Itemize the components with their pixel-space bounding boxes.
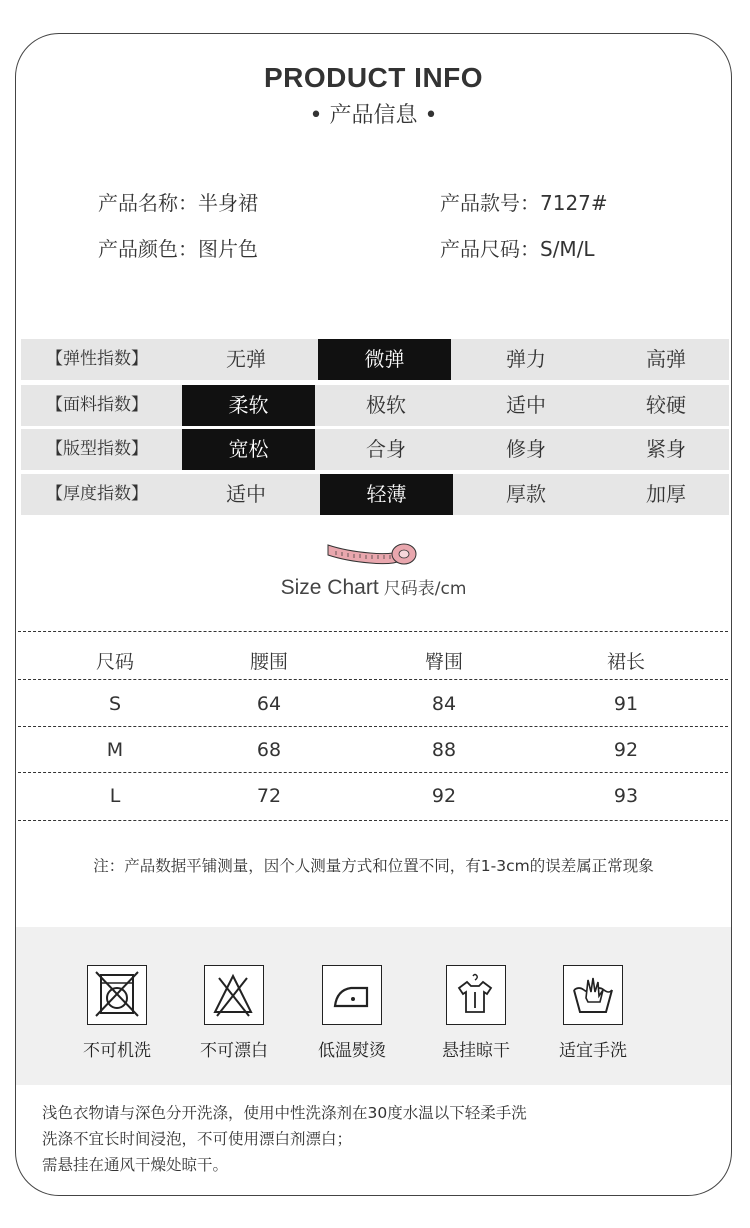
index-option: 适中: [506, 393, 546, 417]
measurement-note: 注：产品数据平铺测量，因个人测量方式和位置不同，有1-3cm的误差属正常现象: [93, 857, 654, 875]
table-divider: [18, 631, 728, 632]
care-label: 低温熨烫: [318, 1041, 386, 1061]
care-label: 悬挂晾干: [442, 1041, 510, 1061]
index-option: 无弹: [226, 347, 266, 371]
header-length: 裙长: [606, 651, 645, 673]
care-label: 不可漂白: [200, 1041, 268, 1061]
fabric-index-row: [21, 385, 729, 426]
cell-size: S: [108, 693, 122, 715]
index-label: 【弹性指数】: [46, 349, 148, 369]
hang-dry-icon: [446, 965, 506, 1025]
size-chart-title: [16, 574, 731, 600]
index-option-selected: 微弹: [318, 339, 451, 380]
index-option: 合身: [366, 437, 406, 461]
index-option: 高弹: [646, 347, 686, 371]
cell-size: L: [109, 785, 121, 807]
cell-waist: 72: [256, 785, 282, 807]
index-option-selected: 轻薄: [320, 474, 453, 515]
index-label: 【厚度指数】: [46, 484, 148, 504]
elasticity-index-row: [21, 339, 729, 380]
wash-note-line: 需悬挂在通风干燥处晾干。: [42, 1156, 229, 1174]
wash-note-line: 浅色衣物请与深色分开洗涤，使用中性洗涤剂在30度水温以下轻柔手洗: [42, 1104, 527, 1122]
no-bleach-icon: [204, 965, 264, 1025]
header-hip: 臀围: [424, 651, 463, 673]
page-title: PRODUCT INFO: [263, 62, 484, 93]
cell-hip: 92: [431, 785, 457, 807]
index-option: 弹力: [506, 347, 546, 371]
fit-index-row: [21, 429, 729, 470]
no-machine-wash-icon: [87, 965, 147, 1025]
measuring-tape-icon: [326, 539, 418, 571]
cell-size: M: [106, 739, 124, 761]
product-style-number: 产品款号：7127#: [440, 191, 608, 215]
index-option: 加厚: [646, 482, 686, 506]
care-label: 适宜手洗: [559, 1041, 627, 1061]
low-temp-iron-icon: [322, 965, 382, 1025]
header-waist: 腰围: [249, 651, 288, 673]
index-option-selected: 宽松: [182, 429, 315, 470]
index-label: 【面料指数】: [46, 395, 148, 415]
product-color: 产品颜色：图片色: [98, 237, 258, 261]
index-label: 【版型指数】: [46, 439, 148, 459]
wash-notes: [42, 1100, 527, 1178]
page-subtitle: • 产品信息 •: [309, 103, 438, 128]
index-option: 修身: [506, 437, 546, 461]
cell-length: 92: [613, 739, 639, 761]
header-size: 尺码: [95, 651, 134, 673]
hand-wash-icon: [563, 965, 623, 1025]
cell-length: 93: [613, 785, 639, 807]
cell-waist: 64: [256, 693, 282, 715]
product-sizes: 产品尺码：S/M/L: [440, 237, 595, 261]
wash-note-line: 洗涤不宜长时间浸泡，不可使用漂白剂漂白；: [42, 1130, 353, 1148]
cell-length: 91: [613, 693, 639, 715]
care-label: 不可机洗: [83, 1041, 151, 1061]
cell-hip: 84: [431, 693, 457, 715]
table-divider: [18, 679, 728, 680]
index-option: 较硬: [646, 393, 686, 417]
product-info-card: [15, 33, 732, 1196]
index-option: 极软: [366, 393, 406, 417]
care-instructions-band: [16, 927, 731, 1085]
size-chart-title-en: Size Chart: [280, 576, 379, 599]
cell-waist: 68: [256, 739, 282, 761]
table-divider: [18, 820, 728, 821]
cell-hip: 88: [431, 739, 457, 761]
index-option: 适中: [226, 482, 266, 506]
index-option: 厚款: [506, 482, 546, 506]
table-divider: [18, 772, 728, 773]
thickness-index-row: [21, 474, 729, 515]
table-divider: [18, 726, 728, 727]
index-option: 紧身: [646, 437, 686, 461]
product-name: 产品名称：半身裙: [98, 191, 258, 215]
index-option-selected: 柔软: [182, 385, 315, 426]
size-chart-title-cn: 尺码表/cm: [383, 579, 467, 599]
